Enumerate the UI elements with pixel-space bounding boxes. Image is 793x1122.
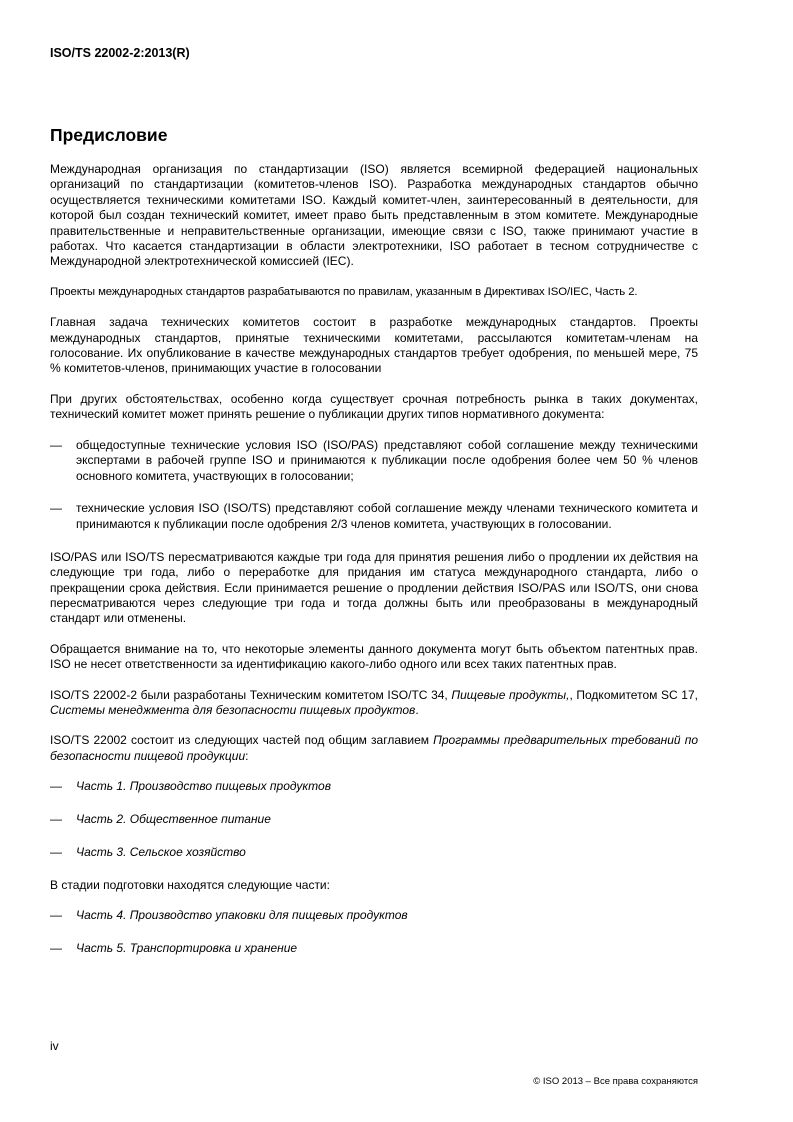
document-id-header: ISO/TS 22002-2:2013(R) (50, 46, 190, 60)
paragraph-in-preparation: В стадии подготовки находятся следующие части: (50, 877, 330, 892)
list-item-part-5 (50, 941, 698, 956)
dash-marker: — (50, 437, 62, 452)
prepared-by-text-2: , Подкомитетом SC 17, (569, 687, 698, 702)
parts-intro-text: ISO/TS 22002 состоит из следующих частей под общим заглавием (50, 733, 434, 748)
prepared-by-period: . (415, 702, 419, 717)
foreword-body (50, 162, 698, 974)
copyright-notice: © ISO 2013 – Все права сохраняются (533, 1076, 698, 1087)
paragraph-parts-intro (50, 733, 698, 764)
paragraph-committee-task: Главная задача технических комитетов состоит в разработке международных стандартов. Проекты международных стандартов, принятые техническими комитетами, рассылаются комитетам-членам на голосование. Их опубликование в качестве международных стандартов требует одобрения, по меньшей мере, 75 % комитетов-членов, принимающих участие в голосовании (50, 315, 698, 376)
part-title: Часть 3. Сельское хозяйство (76, 845, 246, 859)
subcommittee-name: Системы менеджмента для безопасности пищевых продуктов (50, 702, 416, 717)
dash-marker: — (50, 941, 62, 956)
prepared-by-text: ISO/TS 22002-2 были разработаны Техническим комитетом ISO/TC 34, (50, 687, 452, 702)
list-item-part-3 (50, 845, 698, 860)
dash-marker: — (50, 779, 62, 794)
dash-marker: — (50, 845, 62, 859)
parts-intro-colon: : (245, 748, 249, 763)
list-item-iso-ts (50, 501, 698, 532)
part-title: Часть 5. Транспортировка и хранение (76, 941, 298, 956)
committee-name: Пищевые продукты, (451, 687, 570, 702)
part-title: Часть 1. Производство пищевых продуктов (76, 779, 331, 794)
paragraph-iso-overview: Международная организация по стандартизации (ISO) является всемирной федерацией национальных организаций по стандартизации (комитетов-членов ISO). Разработка международных стандартов обычно осуществляется техническими комитетами ISO. Каждый комитет-член, заинтересованный в деятельности, для которой был создан технический комитет, имеет право быть представленным в этом комитете. Международные правительственные и неправительственные организации, имеющие связи с ISO, также принимают участие в работах. Что касается стандартизации в области электротехники, ISO работает в тесном сотрудничестве с Международной электротехнической комиссией (IEC). (50, 162, 698, 269)
paragraph-review-cycle: ISO/PAS или ISO/TS пересматриваются каждые три года для принятия решения либо о продлении их действия на следующие три года, либо о переработке для придания им статуса международного стандарта, либо о прекращении срока действия. Если принимается решение о продлении действия ISO/PAS или ISO/TS, они снова пересматриваются через следующие три года и тогда должны быть или преобразованы в международный стандарт или отменены. (50, 549, 698, 626)
page-title: Предисловие (50, 125, 168, 145)
page-number: iv (50, 1039, 59, 1053)
list-item-iso-pas (50, 438, 698, 484)
part-title: Часть 2. Общественное питание (76, 812, 271, 827)
paragraph-patent-notice: Обращается внимание на то, что некоторые элементы данного документа могут быть объектом патентных прав. ISO не несет ответственности за идентификацию какого-либо одного или всех таких патентных прав. (50, 641, 698, 672)
paragraph-other-circumstances: При других обстоятельствах, особенно когда существует срочная потребность рынка в таких документах, технический комитет может принять решение о публикации других типов нормативного документа: (50, 391, 698, 422)
paragraph-prepared-by (50, 688, 698, 719)
list-item-text: общедоступные технические условия ISO (ISO/PAS) представляют собой соглашение между техническими экспертами в рабочей группе ISO и принимаются к публикации после одобрения более чем 50 % членов основного комитета, участвующих в голосовании; (76, 437, 698, 483)
dash-marker: — (50, 501, 62, 516)
part-title: Часть 4. Производство упаковки для пищевых продуктов (76, 908, 408, 923)
list-item-text: технические условия ISO (ISO/TS) представляют собой соглашение между членами технического комитета и принимаются к публикации после одобрения 2/3 членов комитета, участвующих в голосовании. (76, 501, 698, 531)
dash-marker: — (50, 812, 62, 827)
list-item-part-4 (50, 908, 698, 923)
list-item-part-2 (50, 812, 698, 827)
general-title: Программы предварительных требований по безопасности пищевой продукции (50, 733, 698, 763)
dash-marker: — (50, 908, 62, 923)
list-item-part-1 (50, 779, 698, 794)
paragraph-directives: Проекты международных стандартов разрабатываются по правилам, указанным в Директивах ISO/IEC, Часть 2. (50, 285, 638, 298)
